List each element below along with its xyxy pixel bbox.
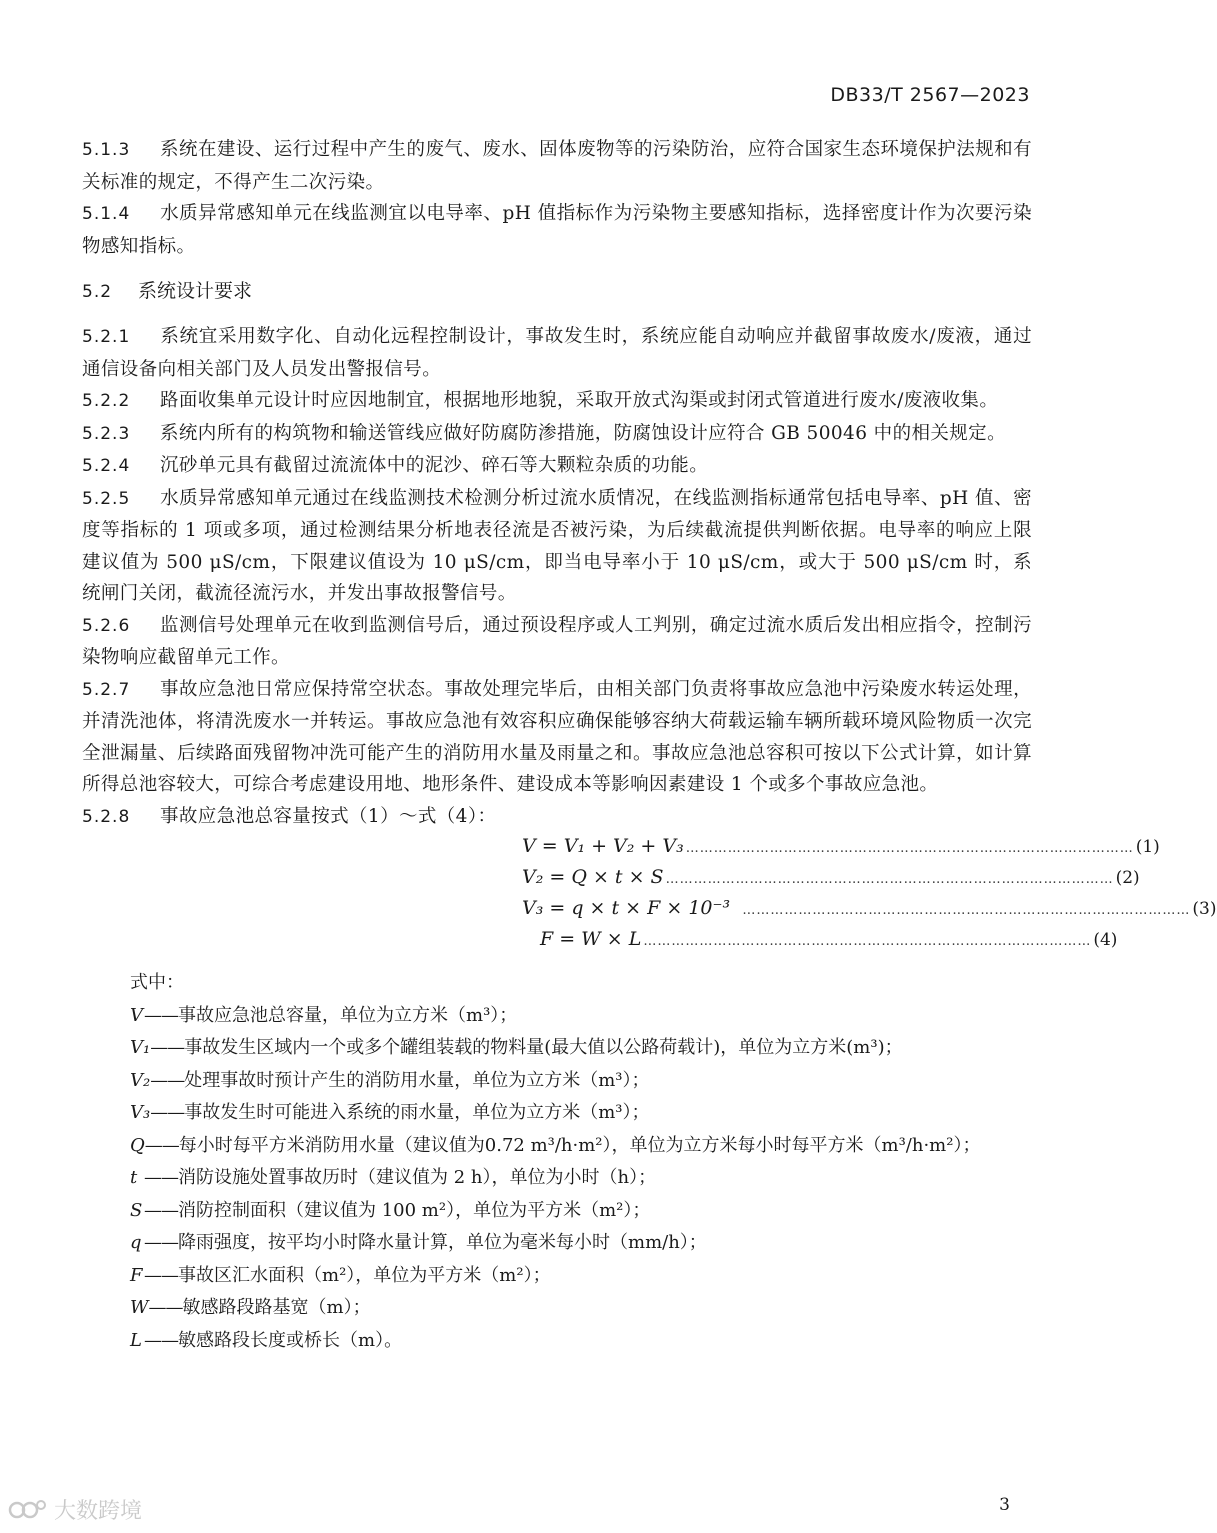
- document-body: [82, 134, 1217, 1357]
- definition-dash: ——: [150, 1037, 185, 1058]
- definition-dash: ——: [144, 1004, 178, 1026]
- definition-item: [130, 1292, 1032, 1325]
- definition-dash: ——: [150, 1069, 185, 1091]
- definition-text: 事故应急池总容量，单位为立方米（m³）；: [178, 1004, 518, 1026]
- clause-text: 系统在建设、运行过程中产生的废气、废水、固体废物等的污染防治，应符合国家生态环境保护法规和有关标准的规定，不得产生二次污染。: [82, 139, 1032, 193]
- clause-5-2-5: [82, 483, 1032, 610]
- definition-text: 每小时每平方米消防用水量（建议值为0.72 m³/h·m²），单位为立方米每小时每平方米（m³/h·m²）；: [178, 1134, 981, 1156]
- clause-text: 系统内所有的构筑物和输送管线应做好防腐防渗措施，防腐蚀设计应符合 GB 50046 中的相关规定。: [160, 422, 1006, 444]
- section-number: 5.2: [82, 282, 113, 302]
- definition-text: 事故区汇水面积（m²），单位为平方米（m²）；: [178, 1264, 551, 1286]
- clause-5-2-7: [82, 674, 1032, 801]
- definition-symbol: t: [130, 1167, 138, 1188]
- where-label: 式中：: [130, 972, 184, 993]
- definition-dash: ——: [144, 1199, 178, 1221]
- formula-1: [522, 835, 1160, 866]
- definition-text: 敏感路段长度或桥长（m）。: [178, 1329, 403, 1351]
- clause-text: 事故应急池总容量按式（1）～式（4）：: [160, 805, 497, 827]
- definition-list: [130, 1000, 1032, 1358]
- definition-dash: ——: [144, 1232, 178, 1253]
- definition-item: [130, 1065, 1032, 1098]
- clause-text: 事故应急池日常应保持常空状态。事故处理完毕后，由相关部门负责将事故应急池中污染废水转运处理，并清洗池体，将清洗废水一并转运。事故应急池有效容积应确保能够容纳大荷载运输车辆所载环境风险物质一次完全泄漏量、后续路面残留物冲洗可能产生的消防用水量及雨量之和。事故应急池总容积可按以下公式计算，如计算所得总池容较大，可综合考虑建设用地、地形条件、建设成本等影响因素建设 1 个或多个事故应急池。: [82, 678, 1032, 795]
- clause-number: 5.2.5: [82, 488, 131, 509]
- standard-code: DB33/T 2567—2023: [830, 84, 1030, 106]
- formula-expression: F = W × L: [540, 928, 642, 950]
- clause-number: 5.2.6: [82, 615, 131, 636]
- definition-symbol: F: [130, 1264, 143, 1286]
- page-number: 3: [999, 1495, 1010, 1515]
- clause-number: 5.2.7: [82, 679, 131, 700]
- clause-number: 5.1.4: [82, 204, 131, 224]
- clause-number: 5.2.8: [82, 806, 131, 827]
- definition-text: 降雨强度，按平均小时降水量计算，单位为毫米每小时（mm/h）；: [178, 1232, 707, 1253]
- formula-number: (1): [1135, 837, 1160, 857]
- definition-item: [130, 1000, 1032, 1033]
- formula-2: [522, 866, 1140, 897]
- definition-item: [130, 1162, 1032, 1195]
- leader-dots: ……………………………………………………………………………………: [643, 934, 1092, 949]
- definition-item: [130, 1260, 1032, 1293]
- clause-text: 沉砂单元具有截留过流流体中的泥沙、碎石等大颗粒杂质的功能。: [160, 455, 709, 476]
- definition-symbol: W: [130, 1297, 149, 1318]
- definition-item: [130, 1325, 1032, 1358]
- clause-5-2-1: [82, 321, 1032, 385]
- formula-3: [522, 897, 1217, 928]
- clause-5-2-6: [82, 610, 1032, 674]
- definition-symbol: V₃: [130, 1102, 151, 1123]
- formula-number: (2): [1115, 868, 1140, 888]
- definition-text: 事故发生区域内一个或多个罐组装载的物料量(最大值以公路荷载计)，单位为立方米(m³)；: [184, 1037, 903, 1058]
- definition-text: 处理事故时预计产生的消防用水量，单位为立方米（m³）；: [184, 1069, 650, 1091]
- leader-dots: ……………………………………………………………………………………: [685, 841, 1134, 856]
- clause-text: 水质异常感知单元在线监测宜以电导率、pH 值指标作为污染物主要感知指标，选择密度计作为次要污染物感知指标。: [82, 203, 1032, 257]
- clause-text: 系统宜采用数字化、自动化远程控制设计，事故发生时，系统应能自动响应并截留事故废水/废液，通过通信设备向相关部门及人员发出警报信号。: [82, 326, 1032, 380]
- clause-5-2-2: [82, 385, 1032, 418]
- clause-number: 5.2.1: [82, 327, 131, 347]
- leader-dots: ……………………………………………………………………………………: [732, 903, 1191, 918]
- watermark-logo-icon: [8, 1497, 48, 1523]
- clause-5-1-3: [82, 134, 1032, 198]
- definition-item: [130, 1227, 1032, 1260]
- definition-dash: ——: [144, 1329, 178, 1351]
- formula-number: (4): [1093, 930, 1118, 950]
- formula-block: [522, 835, 1217, 959]
- clause-number: 5.1.3: [82, 140, 131, 160]
- definition-text: 消防设施处置事故历时（建议值为 2 h），单位为小时（h）；: [178, 1167, 657, 1188]
- clause-number: 5.2.3: [82, 423, 131, 444]
- formula-expression: V = V₁ + V₂ + V₃: [522, 835, 684, 857]
- clause-text: 路面收集单元设计时应因地制宜，根据地形地貌，采取开放式沟渠或封闭式管道进行废水/废液收集。: [160, 390, 999, 411]
- definition-dash: ——: [144, 1134, 179, 1156]
- clause-text: 水质异常感知单元通过在线监测技术检测分析过流水质情况，在线监测指标通常包括电导率、pH 值、密度等指标的 1 项或多项，通过检测结果分析地表径流是否被污染，为后续截流提供判断依据。电导率的响应上限建议值为 500 μS/cm，下限建议值设为 10 μS/cm，即当电导率小于 10 μS/cm，或大于 500 μS/cm 时，系统闸门关闭，截流径流污水，并发出事故报警信号。: [82, 487, 1032, 604]
- clause-5-1-4: [82, 198, 1032, 262]
- definition-dash: ——: [150, 1102, 185, 1123]
- clause-text: 监测信号处理单元在收到监测信号后，通过预设程序或人工判别，确定过流水质后发出相应指令，控制污染物响应截留单元工作。: [82, 614, 1032, 668]
- section-title: 系统设计要求: [138, 280, 253, 302]
- definition-item: [130, 1130, 1032, 1163]
- formula-expression: V₃ = q × t × F × 10⁻³: [522, 897, 731, 919]
- definition-symbol: q: [130, 1232, 142, 1253]
- definition-symbol: V₂: [130, 1069, 151, 1091]
- definition-symbol: V: [130, 1004, 143, 1026]
- clause-5-2-3: [82, 418, 1032, 451]
- clause-number: 5.2.4: [82, 456, 131, 476]
- definition-dash: ——: [144, 1167, 178, 1188]
- definition-dash: ——: [144, 1264, 178, 1286]
- watermark: [8, 1494, 142, 1525]
- clause-number: 5.2.2: [82, 391, 131, 411]
- definition-item: [130, 1097, 1032, 1130]
- clause-5-2-4: [82, 450, 1032, 483]
- variable-definitions: [130, 967, 1032, 1357]
- definition-text: 敏感路段路基宽（m）；: [182, 1297, 371, 1318]
- definition-text: 事故发生时可能进入系统的雨水量，单位为立方米（m³）；: [184, 1102, 650, 1123]
- clause-5-2-8: [82, 801, 1032, 834]
- definition-symbol: L: [130, 1329, 142, 1351]
- definition-item: [130, 1032, 1032, 1065]
- definition-symbol: Q: [130, 1134, 145, 1156]
- leader-dots: ……………………………………………………………………………………: [665, 872, 1114, 887]
- definition-text: 消防控制面积（建议值为 100 m²），单位为平方米（m²）；: [178, 1199, 651, 1221]
- definition-symbol: V₁: [130, 1037, 151, 1058]
- section-heading: [82, 276, 1032, 307]
- definition-dash: ——: [148, 1297, 183, 1318]
- definition-item: [130, 1195, 1032, 1228]
- formula-number: (3): [1192, 899, 1217, 919]
- formula-expression: V₂ = Q × t × S: [522, 866, 664, 888]
- definition-symbol: S: [130, 1199, 143, 1221]
- watermark-text: 大数跨境: [54, 1499, 143, 1524]
- formula-4: [522, 928, 1118, 959]
